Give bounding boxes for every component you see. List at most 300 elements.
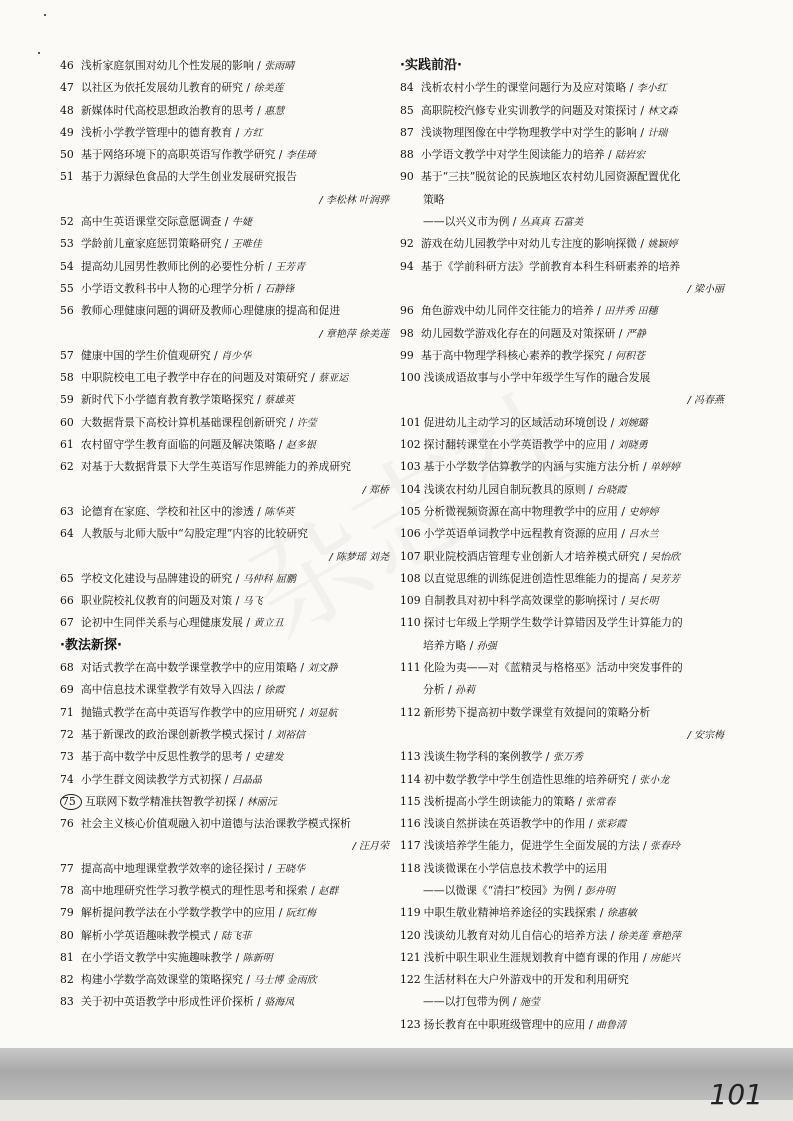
entry-title: 浅析提高小学生朗读能力的策略 / (423, 794, 586, 808)
entry-number: 66 (60, 594, 74, 608)
entry-author: 肖少华 (221, 350, 252, 362)
toc-entry (400, 389, 730, 411)
entry-title: 高中生英语课堂交际意愿调查 / (81, 215, 232, 229)
entry-number: 115 (400, 794, 421, 808)
entry-title: 健康中国的学生价值观研究 / (81, 348, 222, 362)
entry-title: 基于力源绿色食品的大学生创业发展研究报告 (81, 170, 297, 184)
toc-entry (60, 902, 395, 924)
toc-entry (400, 77, 730, 99)
entry-number: 96 (400, 304, 414, 318)
entry-author: 房能兴 (650, 952, 681, 964)
entry-number: 105 (400, 504, 421, 518)
toc-entry (400, 546, 730, 568)
entry-number: 84 (400, 81, 414, 95)
toc-entry (60, 835, 395, 857)
entry-author: 林丽沅 (246, 796, 277, 808)
entry-author: 彭舟明 (584, 885, 615, 897)
toc-entry (400, 791, 730, 813)
toc-entry (400, 479, 730, 501)
entry-number: 48 (60, 103, 74, 117)
entry-number: 67 (60, 616, 74, 630)
entry-title: ——以兴义市为例 / (423, 215, 520, 229)
entry-author: 吴长明 (628, 596, 659, 608)
entry-title: 幼儿园数学游戏化存在的问题及对策探研 / (421, 326, 626, 340)
entry-number: 92 (400, 237, 414, 251)
toc-entry (400, 568, 730, 590)
toc-entry (60, 612, 395, 634)
entry-author: 史婷婷 (628, 506, 659, 518)
entry-title: 学校文化建设与品牌建设的研究 / (81, 571, 243, 585)
entry-title: 互联网下数学精准扶智教学初探 / (85, 794, 247, 808)
entry-title: 基于《学前科研方法》学前教育本科生科研素养的培养 (421, 259, 681, 273)
entry-author: 吕水兰 (628, 529, 659, 541)
toc-entry (60, 568, 395, 590)
toc-entry (400, 991, 730, 1013)
toc-entry (60, 813, 395, 835)
entry-author: 徐霞 (264, 685, 285, 697)
entry-title: 生活材料在大户外游戏中的开发和利用研究 (423, 973, 629, 987)
entry-title: 解析小学英语趣味教学模式 / (81, 928, 222, 942)
entry-title: 浅谈幼儿教育对幼儿自信心的培养方法 / (423, 928, 618, 942)
toc-entry (400, 1014, 730, 1036)
entry-title: 在小学语文教学中实施趣味教学 / (81, 950, 243, 964)
entry-author: 张彩霞 (596, 819, 627, 831)
entry-title: 基于高中物理学科核心素养的教学探究 / (421, 348, 616, 362)
scan-speck (44, 14, 46, 16)
toc-entry (400, 523, 730, 545)
entry-title: 基于网络环境下的高职英语写作教学研究 / (81, 148, 286, 162)
entry-number: 69 (60, 683, 74, 697)
entry-number: 49 (60, 125, 74, 139)
entry-author: 刘晓勇 (617, 440, 648, 452)
toc-entry (400, 345, 730, 367)
toc-entry (60, 991, 395, 1013)
toc-entry (60, 679, 395, 701)
entry-title: 构建小学数学高效课堂的策略探究 / (81, 973, 254, 987)
toc-entry (400, 769, 730, 791)
toc-entry (60, 456, 395, 478)
entry-title: 扬长教育在中职班级管理中的应用 / (423, 1017, 597, 1031)
entry-author: 计瑞 (647, 127, 668, 139)
entry-title: 论初中生同伴关系与心理健康发展 / (81, 616, 254, 630)
toc-entry (400, 300, 730, 322)
entry-author: 田井秀 田穗 (604, 306, 658, 318)
entry-title: 浅谈物理图像在中学物理教学中对学生的影响 / (421, 125, 648, 139)
entry-author: 张小龙 (639, 774, 670, 786)
entry-author: 马仲科 屈鹏 (242, 573, 296, 585)
entry-number: 99 (400, 348, 414, 362)
entry-number: 88 (400, 148, 414, 162)
entry-title: 基于高中数学中反思性教学的思考 / (81, 750, 254, 764)
toc-entry (60, 702, 395, 724)
entry-author: 刘显航 (307, 707, 338, 719)
entry-author: 陈华英 (264, 506, 295, 518)
entry-number: 63 (60, 504, 74, 518)
entry-author: 严静 (625, 328, 646, 340)
entry-number: 112 (400, 705, 421, 719)
entry-number: 83 (60, 995, 74, 1009)
toc-entry (60, 947, 395, 969)
toc-entry (400, 969, 730, 991)
entry-title: 中职院校电工电子教学中存在的问题及对策研究 / (81, 371, 319, 385)
entry-author: 吴芳芳 (650, 573, 681, 585)
entry-author: 徐惠敏 (606, 908, 637, 920)
toc-entry (400, 256, 730, 278)
entry-number: 50 (60, 148, 74, 162)
entry-author: 台晓霞 (596, 484, 627, 496)
entry-author: 吴怡欣 (650, 551, 681, 563)
entry-number: 72 (60, 727, 74, 741)
toc-entry (400, 189, 730, 211)
entry-author: 张万秀 (552, 752, 583, 764)
entry-number: 71 (60, 705, 74, 719)
entry-title: 基于“三扶”脱贫论的民族地区农村幼儿园资源配置优化 (421, 170, 681, 184)
entry-number: 76 (60, 817, 74, 831)
entry-number: 75 (60, 794, 82, 810)
entry-title: ——以打包带为例 / (423, 995, 520, 1009)
entry-author: 王唯佳 (231, 239, 262, 251)
toc-entry (400, 100, 730, 122)
entry-author: 徐美莲 (253, 83, 284, 95)
entry-title: 学龄前儿童家庭惩罚策略研究 / (81, 237, 232, 251)
entry-number: 118 (400, 861, 421, 875)
entry-author: / 冯春燕 (687, 395, 724, 407)
toc-entry (400, 367, 730, 389)
entry-number: 107 (400, 549, 421, 563)
toc-entry (400, 679, 730, 701)
toc-entry (60, 345, 395, 367)
entry-title: 以直觉思维的训练促进创造性思维能力的提高 / (423, 571, 651, 585)
entry-author: 张雨晴 (264, 61, 295, 72)
toc-entry (400, 835, 730, 857)
toc-entry (400, 612, 730, 634)
toc-entry (400, 925, 730, 947)
entry-number: 80 (60, 928, 74, 942)
toc-entry (60, 211, 395, 233)
entry-author: 阮红梅 (285, 908, 316, 920)
toc-entry (400, 813, 730, 835)
entry-author: 陆岩宏 (615, 150, 646, 162)
entry-number: 106 (400, 527, 421, 541)
toc-entry (400, 323, 730, 345)
entry-title: 小学生群文阅读教学方式初探 / (81, 772, 232, 786)
entry-number: 121 (400, 950, 421, 964)
entry-author: 孙莉 (455, 685, 476, 697)
entry-title: 新媒体时代高校思想政治教育的思考 / (81, 103, 265, 117)
toc-entry (60, 746, 395, 768)
entry-author: 陈新明 (242, 952, 273, 964)
entry-author: / 郑桥 (362, 484, 389, 496)
entry-author: 陆飞菲 (221, 930, 252, 942)
entry-title: 提高高中地理课堂教学效率的途径探讨 / (81, 861, 276, 875)
toc-entry (60, 769, 395, 791)
entry-title: 浅析农村小学生的课堂问题行为及应对策略 / (421, 81, 637, 95)
entry-number: 103 (400, 460, 421, 474)
entry-number: 53 (60, 237, 74, 251)
entry-title: 对基于大数据背景下大学生英语写作思辨能力的养成研究 (81, 460, 351, 474)
right-column (400, 55, 730, 1036)
entry-author: 单婷婷 (650, 462, 681, 474)
entry-number: 87 (400, 125, 414, 139)
entry-number: 98 (400, 326, 414, 340)
scan-shadow-band (0, 1048, 793, 1100)
entry-author: / 梁小丽 (687, 283, 724, 295)
entry-number: 113 (400, 750, 421, 764)
toc-entry (60, 590, 395, 612)
entry-author: 林文森 (647, 105, 678, 117)
entry-title: 社会主义核心价值观融入初中道德与法治课教学模式探析 (81, 817, 351, 831)
entry-number: 90 (400, 170, 414, 184)
toc-entry (400, 702, 730, 724)
entry-number: 101 (400, 415, 421, 429)
toc-entry (60, 434, 395, 456)
entry-author: 何积苍 (615, 350, 646, 362)
entry-title: 对话式教学在高中数学课堂教学中的应用策略 / (81, 661, 308, 675)
entry-author: 孙强 (476, 640, 497, 652)
entry-title: 关于初中英语教学中形成性评价探析 / (81, 995, 265, 1009)
entry-title: 小学英语单词教学中远程教育资源的应用 / (423, 527, 629, 541)
entry-title: 分析微视频资源在高中物理教学中的应用 / (423, 504, 629, 518)
entry-title: 新形势下提高初中数学课堂有效提问的策略分析 (423, 705, 651, 719)
entry-title: 小学语文教学中对学生阅读能力的培养 / (421, 148, 616, 162)
toc-entry (400, 947, 730, 969)
entry-title: 中职生敬业精神培养途径的实践探索 / (423, 906, 607, 920)
entry-number: 108 (400, 571, 421, 585)
entry-author: 石静锋 (264, 283, 295, 295)
entry-title: 浅谈成语故事与小学中年级学生写作的融合发展 (423, 371, 651, 385)
entry-title: 浅谈生物学科的案例教学 / (423, 750, 553, 764)
entry-author: / 章艳萍 徐美莲 (319, 328, 389, 340)
toc-entry (60, 189, 395, 211)
entry-title: 人教版与北师大版中“勾股定理”内容的比较研究 (81, 527, 308, 541)
entry-number: 123 (400, 1017, 421, 1031)
entry-number: 47 (60, 81, 74, 95)
entry-author: 史建发 (253, 752, 284, 764)
toc-entry (400, 902, 730, 924)
entry-title: 高中地理研究性学习教学模式的理性思考和探索 / (81, 883, 319, 897)
entry-title: 农村留守学生教育面临的问题及解决策略 / (81, 438, 286, 452)
entry-author: / 安宗梅 (687, 729, 724, 741)
entry-number: 122 (400, 973, 421, 987)
entry-title: 初中数学教学中学生创造性思维的培养研究 / (423, 772, 640, 786)
toc-entry (60, 389, 395, 411)
entry-author: 施莹 (519, 997, 540, 1009)
entry-number: 52 (60, 215, 74, 229)
toc-entry (400, 657, 730, 679)
entry-number: 56 (60, 304, 74, 318)
entry-number: 54 (60, 259, 74, 273)
entry-title: 抛锚式教学在高中英语写作教学中的应用研究 / (81, 705, 308, 719)
entry-author: / 李松林 叶润骅 (319, 194, 389, 206)
toc-entry (60, 791, 395, 813)
entry-number: 64 (60, 527, 74, 541)
entry-number: 55 (60, 281, 74, 295)
entry-author: 刘文静 (307, 663, 338, 675)
entry-author: 王芳青 (275, 261, 306, 273)
entry-number: 73 (60, 750, 74, 764)
toc-entry (60, 880, 395, 902)
entry-title: 提高幼儿园男性教师比例的必要性分析 / (81, 259, 276, 273)
entry-title: 培养方略 / (423, 638, 477, 652)
toc-entry (60, 657, 395, 679)
toc-entry (60, 724, 395, 746)
toc-entry (400, 880, 730, 902)
entry-author: 赵多银 (285, 440, 316, 452)
entry-number: 114 (400, 772, 421, 786)
entry-title: 自制教具对初中科学高效课堂的影响探讨 / (423, 594, 629, 608)
toc-entry (400, 233, 730, 255)
entry-number: 119 (400, 906, 421, 920)
entry-author: 丛真真 石富美 (519, 217, 584, 229)
toc-entry (400, 122, 730, 144)
entry-title: 新时代下小学德育教育教学策略探究 / (81, 393, 265, 407)
entry-title: ——以微课《“清扫”校园》为例 / (423, 883, 585, 897)
entry-title: 策略 (423, 192, 445, 206)
entry-number: 79 (60, 906, 74, 920)
entry-number: 58 (60, 371, 74, 385)
entry-author: 张常春 (585, 796, 616, 808)
toc-entry (60, 546, 395, 568)
toc-entry (60, 300, 395, 322)
entry-number: 85 (400, 103, 414, 117)
entry-number: 110 (400, 616, 421, 630)
toc-entry (60, 323, 395, 345)
entry-number: 60 (60, 415, 74, 429)
section-heading: ·实践前沿· (400, 58, 462, 73)
toc-entry (400, 434, 730, 456)
entry-author: 曲鲁清 (596, 1019, 627, 1031)
entry-number: 100 (400, 371, 421, 385)
entry-title: 探讨七年级上学期学生数学计算错因及学生计算能力的 (423, 616, 683, 630)
entry-author: 骆海凤 (264, 997, 295, 1009)
toc-entry (60, 166, 395, 188)
entry-number: 61 (60, 438, 74, 452)
entry-number: 46 (60, 59, 74, 72)
entry-title: 职业院校酒店管理专业创新人才培养模式研究 / (423, 549, 651, 563)
entry-title: 浅谈农村幼儿园自制玩教具的原则 / (423, 482, 597, 496)
entry-author: 李小红 (636, 83, 667, 95)
entry-number: 65 (60, 571, 74, 585)
scan-speck (38, 52, 40, 54)
entry-author: 吕晶晶 (231, 774, 262, 786)
entry-number: 82 (60, 973, 74, 987)
entry-title: 化险为夷——对《蓝精灵与格格巫》活动中突发事件的 (423, 661, 683, 675)
toc-entry (60, 969, 395, 991)
toc-entry (400, 166, 730, 188)
toc-entry (60, 278, 395, 300)
toc-entry (400, 858, 730, 880)
toc-entry (60, 501, 395, 523)
entry-title: 大数据背景下高校计算机基础课程创新研究 / (81, 415, 297, 429)
entry-number: 51 (60, 170, 74, 184)
toc-entry (60, 100, 395, 122)
entry-author: 蔡雄英 (264, 395, 295, 407)
entry-title: 浅析家庭氛围对幼儿个性发展的影响 / (81, 59, 265, 72)
entry-author: 李佳琦 (285, 150, 316, 162)
toc-entry (60, 122, 395, 144)
entry-author: 刘裕信 (275, 729, 306, 741)
entry-title: 游戏在幼儿园教学中对幼儿专注度的影响探微 / (421, 237, 648, 251)
entry-title: 小学语文教科书中人物的心理学分析 / (81, 281, 265, 295)
entry-title: 高职院校汽修专业实训教学的问题及对策探讨 / (421, 103, 648, 117)
entry-title: 职业院校礼仪教育的问题及对策 / (81, 594, 243, 608)
toc-entry (400, 501, 730, 523)
entry-title: 解析提问教学法在小学数学教学中的应用 / (81, 906, 286, 920)
entry-title: 浅谈微课在小学信息技术教学中的运用 (423, 861, 608, 875)
entry-title: 基于新课改的政治课创新教学模式探讨 / (81, 727, 276, 741)
toc-entry (400, 746, 730, 768)
left-column (60, 55, 395, 1014)
toc-entry (400, 456, 730, 478)
entry-title: 浅谈自然拼读在英语教学中的作用 / (423, 817, 597, 831)
entry-number: 94 (400, 259, 414, 273)
entry-title: 浅析中职生职业生涯规划教育中德育课的作用 / (423, 950, 651, 964)
entry-author: 许莹 (296, 417, 317, 429)
entry-author: 徐美莲 章艳萍 (617, 930, 681, 942)
entry-title: 角色游戏中幼儿同伴交往能力的培养 / (421, 304, 605, 318)
entry-number: 74 (60, 772, 74, 786)
toc-entry (60, 523, 395, 545)
entry-title: 论德育在家庭、学校和社区中的渗透 / (81, 504, 265, 518)
entry-number: 77 (60, 861, 74, 875)
toc-entry (60, 256, 395, 278)
toc-entry (400, 635, 730, 657)
page-number: 101 (709, 1078, 763, 1111)
entry-author: 方红 (242, 127, 263, 139)
entry-title: 基于小学数学估算教学的内涵与实施方法分析 / (423, 460, 651, 474)
toc-entry (60, 144, 395, 166)
entry-author: 马飞 (242, 596, 263, 608)
entry-author: 姚颖婷 (647, 239, 678, 251)
toc-entry (400, 211, 730, 233)
entry-title: 分析 / (423, 683, 456, 697)
entry-author: 赵群 (318, 885, 339, 897)
entry-author: / 汪月荣 (352, 841, 389, 853)
toc-entry (400, 590, 730, 612)
section-heading: ·教法新探· (60, 637, 122, 653)
toc-entry (400, 724, 730, 746)
entry-number: 59 (60, 393, 74, 407)
toc-entry (60, 233, 395, 255)
entry-author: 王晓华 (275, 863, 306, 875)
entry-author: 蔡亚运 (318, 373, 349, 385)
entry-number: 109 (400, 594, 421, 608)
entry-title: 以社区为依托发展幼儿教育的研究 / (81, 81, 254, 95)
toc-entry (60, 925, 395, 947)
entry-author: 张春玲 (650, 841, 681, 853)
toc-entry (400, 144, 730, 166)
toc-entry (400, 278, 730, 300)
entry-number: 81 (60, 950, 74, 964)
entry-number: 62 (60, 460, 74, 474)
entry-number: 78 (60, 883, 74, 897)
entry-author: 刘婉璐 (617, 417, 648, 429)
entry-title: 教师心理健康问题的调研及教师心理健康的提高和促进 (81, 304, 341, 318)
entry-number: 116 (400, 817, 421, 831)
toc-entry (60, 55, 395, 77)
entry-author: 惠慧 (264, 105, 285, 117)
toc-entry (60, 77, 395, 99)
entry-number: 120 (400, 928, 421, 942)
entry-author: 黄立丑 (253, 618, 284, 630)
entry-author: 马士博 金雨欣 (253, 975, 317, 987)
scan-bottom-edge (0, 1100, 793, 1121)
entry-title: 高中信息技术课堂教学有效导入四法 / (81, 683, 265, 697)
entry-title: 探讨翻转课堂在小学英语教学中的应用 / (423, 438, 618, 452)
entry-title: 浅谈培养学生能力，促进学生全面发展的方法 / (423, 839, 651, 853)
entry-number: 57 (60, 348, 74, 362)
entry-author: 牛婕 (231, 217, 252, 229)
